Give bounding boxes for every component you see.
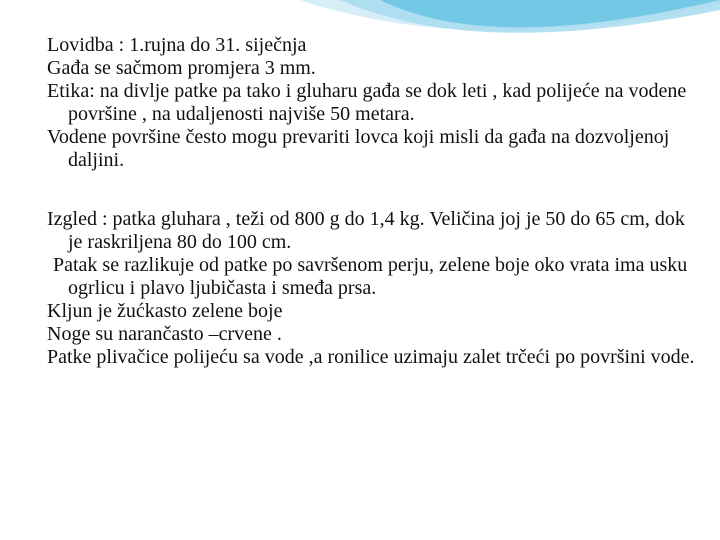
text-line-appearance: Izgled : patka gluhara , teži od 800 g do 1,4 kg. Veličina joj je 50 do 65 cm, dok je raskriljena 80 do 100 cm. bbox=[47, 208, 685, 253]
slide-body bbox=[47, 34, 697, 369]
text-line-takeoff: Patke plivačice polijeću sa vode ,a ronilice uzimaju zalet trčeći po površini vode. bbox=[47, 346, 695, 368]
text-line-legs: Noge su narančasto –crvene . bbox=[47, 323, 282, 345]
paragraph-gap bbox=[47, 172, 697, 208]
text-line-water-surfaces: Vodene površine često mogu prevariti lovca koji misli da gađa na dozvoljenoj daljini. bbox=[47, 126, 670, 171]
text-line-drake: Patak se razlikuje od patke po savršenom perju, zelene boje oko vrata ima usku ogrlicu i plavo ljubičasta i smeđa prsa. bbox=[53, 254, 688, 299]
text-line-shot-size: Gađa se sačmom promjera 3 mm. bbox=[47, 57, 316, 79]
text-line-beak: Kljun je žućkasto zelene boje bbox=[47, 300, 283, 322]
text-line-hunting-season: Lovidba : 1.rujna do 31. siječnja bbox=[47, 34, 307, 56]
text-line-ethics: Etika: na divlje patke pa tako i gluharu gađa se dok leti , kad polijeće na vodene površine , na udaljenosti najviše 50 metara. bbox=[47, 80, 687, 125]
